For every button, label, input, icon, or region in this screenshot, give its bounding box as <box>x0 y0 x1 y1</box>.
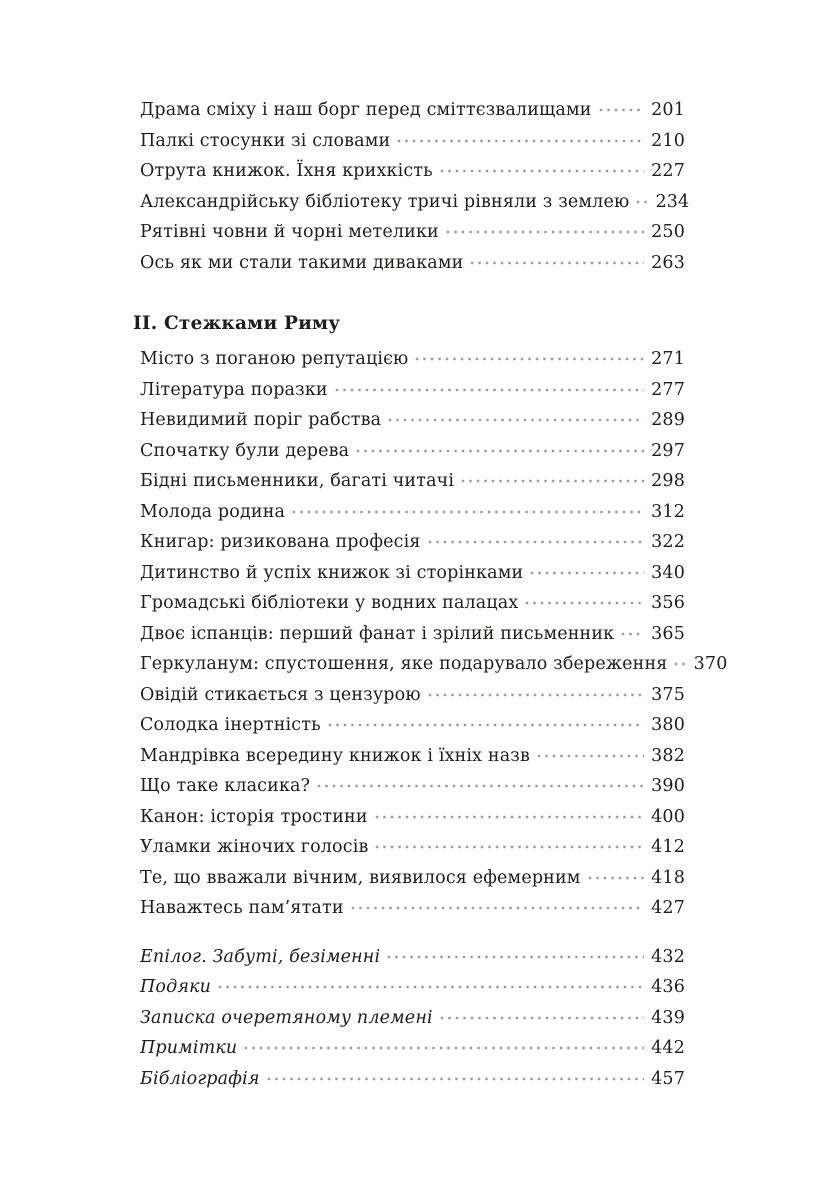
toc-entry-title: Книгар: ризикована професія <box>140 532 421 552</box>
toc-entry-page-number: 400 <box>651 806 685 827</box>
dotted-leader <box>636 200 648 204</box>
toc-entry-row <box>140 95 685 126</box>
toc-entry-title: Ось як ми стали такими диваками <box>140 252 464 273</box>
dotted-leader <box>292 510 644 514</box>
dotted-leader <box>588 876 644 880</box>
toc-entry-row <box>140 832 685 863</box>
toc-entry-row <box>140 466 685 497</box>
toc-entry-title: Солодка інертність <box>140 715 321 735</box>
toc-entry-row <box>140 942 685 973</box>
toc-entry-page-number: 210 <box>651 130 685 151</box>
toc-entry-row <box>140 156 685 187</box>
toc-entry-page-number: 298 <box>651 471 685 491</box>
toc-entry-page-number: 250 <box>651 222 685 242</box>
dotted-leader <box>461 479 644 483</box>
toc-entry-title: Драма сміху і наш борг перед сміттєзвалищами <box>140 100 592 120</box>
toc-entry-page-number: 365 <box>651 623 685 644</box>
toc-entry-row <box>140 248 685 279</box>
dotted-leader <box>428 693 644 697</box>
toc-entry-row <box>140 649 728 680</box>
toc-entry-title: Двоє іспанців: перший фанат і зрілий письменник <box>140 623 615 644</box>
toc-entry-page-number: 375 <box>651 684 685 705</box>
toc-entry-row <box>140 217 685 248</box>
toc-entry-row <box>140 126 685 157</box>
toc-entry-title: Молода родина <box>140 501 286 522</box>
dotted-leader <box>388 418 644 422</box>
toc-entry-row <box>140 375 685 406</box>
toc-entry-row <box>140 893 685 924</box>
toc-entry-row <box>140 771 685 802</box>
dotted-leader <box>440 169 644 173</box>
toc-entry-title: Примітки <box>140 1038 238 1058</box>
dotted-leader <box>470 261 644 265</box>
toc-entry-title: Отрута книжок. Їхня крихкість <box>140 161 433 181</box>
toc-entry-page-number: 439 <box>651 1007 685 1028</box>
toc-entry-page-number: 356 <box>651 593 685 613</box>
dotted-leader <box>621 632 644 636</box>
toc-entry-page-number: 340 <box>651 562 685 583</box>
dotted-leader <box>335 388 644 392</box>
toc-section-part-one-chapters <box>140 95 690 278</box>
dotted-leader <box>244 1046 644 1050</box>
toc-entry-title: Мандрівка всередину книжок і їхніх назв <box>140 745 530 766</box>
dotted-leader <box>428 540 644 544</box>
dotted-leader <box>267 1077 644 1081</box>
toc-entry-page-number: 436 <box>651 977 685 997</box>
toc-entry-page-number: 297 <box>651 440 685 461</box>
toc-entry-page-number: 390 <box>651 776 685 796</box>
toc-entry-page-number: 380 <box>651 715 685 735</box>
toc-entry-row <box>140 1033 685 1064</box>
toc-entry-row <box>140 405 685 436</box>
dotted-leader <box>356 449 644 453</box>
toc-entry-page-number: 418 <box>651 867 685 888</box>
toc-entry-title: Епілог. Забуті, безіменні <box>140 946 381 967</box>
toc-entry-title: Канон: історія тростини <box>140 806 368 827</box>
toc-entry-title: Спочатку були дерева <box>140 440 350 461</box>
toc-entry-title: Александрійську бібліотеку тричі рівняли з землею <box>140 191 630 212</box>
dotted-leader <box>328 723 644 727</box>
dotted-leader <box>525 601 644 605</box>
toc-entry-row <box>140 863 685 894</box>
toc-entry-page-number: 277 <box>651 379 685 400</box>
toc-entry-title: Бідні письменники, багаті читачі <box>140 471 455 491</box>
dotted-leader <box>440 1016 644 1020</box>
toc-entry-row <box>140 1003 685 1034</box>
toc-entry-title: Бібліографія <box>140 1068 260 1089</box>
dotted-leader <box>446 230 644 234</box>
toc-section-part-two <box>133 309 728 924</box>
dotted-leader <box>387 955 644 959</box>
toc-entry-row <box>140 344 685 375</box>
toc-entry-row <box>140 527 685 558</box>
toc-entry-page-number: 227 <box>651 161 685 181</box>
toc-list <box>140 344 728 924</box>
toc-entry-page-number: 427 <box>651 898 685 918</box>
toc-entry-title: Дитинство й успіх книжок зі сторінками <box>140 562 524 583</box>
dotted-leader <box>317 784 644 788</box>
toc-entry-title: Невидимий поріг рабства <box>140 410 382 430</box>
toc-entry-row <box>140 710 685 741</box>
part-two-heading: II. Стежками Риму <box>133 313 341 334</box>
toc-entry-row <box>140 558 685 589</box>
toc-entry-title: Що таке класика? <box>140 776 311 796</box>
toc-entry-row <box>140 1064 685 1095</box>
toc-entry-title: Овідій стикається з цензурою <box>140 684 421 705</box>
dotted-leader <box>375 845 644 849</box>
toc-entry-title: Подяки <box>140 977 212 997</box>
toc-entry-page-number: 412 <box>651 837 685 857</box>
dotted-leader <box>599 108 644 112</box>
toc-entry-page-number: 263 <box>651 252 685 273</box>
dotted-leader <box>530 571 644 575</box>
toc-entry-row <box>140 802 685 833</box>
toc-entry-page-number: 442 <box>651 1038 685 1058</box>
toc-entry-title: Геркуланум: спустошення, яке подарувало збереження <box>140 654 668 674</box>
dotted-leader <box>351 906 644 910</box>
dotted-leader <box>674 662 686 666</box>
dotted-leader <box>397 139 644 143</box>
toc-list <box>140 95 690 278</box>
toc-entry-page-number: 271 <box>651 349 685 369</box>
toc-entry-title: Те, що вважали вічним, виявилося ефемерним <box>140 867 581 888</box>
toc-entry-row <box>140 588 685 619</box>
toc-entry-row <box>140 741 685 772</box>
toc-entry-page-number: 201 <box>651 100 685 120</box>
toc-entry-row <box>140 972 685 1003</box>
toc-entry-row <box>140 680 685 711</box>
toc-entry-title: Уламки жіночих голосів <box>140 837 369 857</box>
toc-entry-page-number: 312 <box>651 501 685 522</box>
toc-entry-row <box>140 619 685 650</box>
toc-entry-title: Записка очеретяному племені <box>140 1007 433 1028</box>
toc-entry-page-number: 432 <box>651 946 685 967</box>
toc-entry-title: Палкі стосунки зі словами <box>140 130 391 151</box>
toc-entry-page-number: 289 <box>651 410 685 430</box>
toc-entry-row <box>140 436 685 467</box>
toc-entry-page-number: 457 <box>651 1068 685 1089</box>
toc-entry-title: Наважтесь пам’ятати <box>140 898 344 918</box>
dotted-leader <box>537 754 644 758</box>
toc-entry-title: Громадські бібліотеки у водних палацах <box>140 593 519 613</box>
toc-entry-page-number: 234 <box>655 191 690 212</box>
toc-entry-title: Література поразки <box>140 379 328 400</box>
dotted-leader <box>375 815 644 819</box>
toc-entry-title: Місто з поганою репутацією <box>140 349 409 369</box>
toc-list <box>140 942 685 1095</box>
dotted-leader <box>415 357 644 361</box>
toc-entry-row <box>140 497 685 528</box>
dotted-leader <box>218 985 644 989</box>
toc-entry-title: Рятівні човни й чорні метелики <box>140 222 439 242</box>
toc-entry-page-number: 382 <box>651 745 685 766</box>
toc-entry-page-number: 322 <box>651 532 685 552</box>
toc-entry-page-number: 370 <box>693 654 728 674</box>
toc-entry-row <box>140 187 690 218</box>
toc-section-back-matter <box>140 942 685 1095</box>
